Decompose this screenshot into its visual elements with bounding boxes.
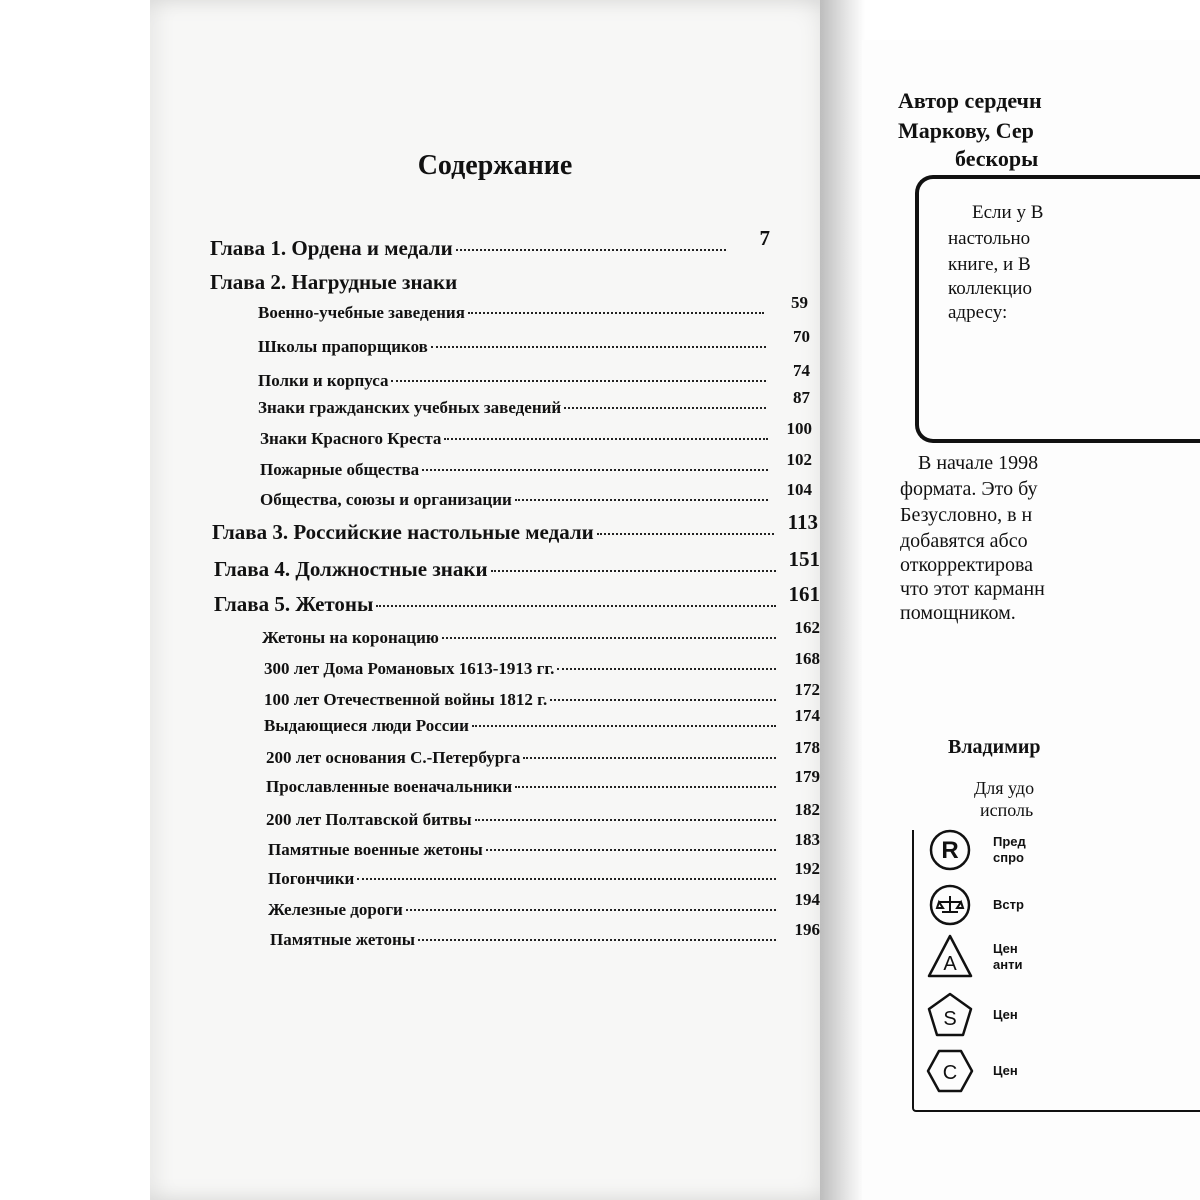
toc-entry-page: 192 xyxy=(794,859,820,878)
toc-leader-dots xyxy=(515,499,768,501)
toc-entry xyxy=(260,419,812,449)
toc-leader-dots xyxy=(486,849,776,851)
toc-entry-label: Прославленные военачальники xyxy=(266,777,513,796)
svg-text:R: R xyxy=(941,837,959,864)
toc-entry-page: 179 xyxy=(794,767,820,786)
toc-entry xyxy=(258,327,810,357)
legend-label-line: анти xyxy=(993,957,1023,972)
toc-entry xyxy=(258,388,810,418)
toc-entry xyxy=(258,293,808,323)
toc-entry-page: 161 xyxy=(788,582,820,606)
toc-leader-dots xyxy=(557,668,776,670)
toc-entry xyxy=(212,510,818,545)
box-text-line: адресу: xyxy=(948,302,1008,323)
box-text-line: коллекцио xyxy=(948,278,1032,299)
registered-circle-icon xyxy=(925,825,975,875)
toc-entry-label: Глава 1. Ордена и медали xyxy=(210,236,453,260)
toc-entry-label: 200 лет Полтавской битвы xyxy=(266,810,472,829)
toc-entry-label: Глава 4. Должностные знаки xyxy=(214,557,488,581)
paragraph-line: добавятся абсо xyxy=(900,530,1028,552)
toc-entry-page: 162 xyxy=(794,618,820,637)
toc-entry-label: Знаки Красного Креста xyxy=(260,429,442,448)
toc-leader-dots xyxy=(391,380,766,382)
toc-leader-dots xyxy=(418,939,776,941)
paragraph-line: откорректирова xyxy=(900,554,1034,576)
toc-entry xyxy=(268,830,820,860)
toc-entry xyxy=(210,226,770,261)
box-text-line: Если у В xyxy=(972,202,1044,223)
legend-item xyxy=(925,932,1022,982)
toc-entry-label: Глава 5. Жетоны xyxy=(214,592,374,616)
toc-leader-dots xyxy=(406,909,776,911)
toc-entry-page: 196 xyxy=(794,920,820,939)
toc-entry-page: 178 xyxy=(794,738,820,757)
toc-entry-page: 70 xyxy=(793,327,810,346)
paragraph-line: В начале 1998 xyxy=(918,452,1039,474)
legend-label-line: Встр xyxy=(993,897,1024,912)
toc-leader-dots xyxy=(376,605,776,607)
toc-entry xyxy=(214,547,820,582)
legend-label-line: Цен xyxy=(993,1007,1018,1022)
toc-leader-dots xyxy=(491,570,776,572)
toc-leader-dots xyxy=(515,786,776,788)
toc-entry xyxy=(210,270,770,295)
toc-entry xyxy=(268,859,820,889)
paragraph-line: формата. Это бу xyxy=(900,478,1038,500)
s-pentagon-icon xyxy=(925,990,975,1040)
legend-intro-line: Для удо xyxy=(974,778,1035,798)
toc-leader-dots xyxy=(357,878,776,880)
author-signature: Владимир xyxy=(948,736,1041,758)
toc-leader-dots xyxy=(422,469,768,471)
toc-entry-label: Памятные военные жетоны xyxy=(268,840,483,859)
toc-entry-page: 183 xyxy=(794,830,820,849)
toc-entry xyxy=(262,618,820,648)
svg-text:C: C xyxy=(942,1062,958,1084)
toc-entry-page: 87 xyxy=(793,388,810,407)
paragraph-line: Безусловно, в н xyxy=(900,504,1033,526)
toc-entry-page: 7 xyxy=(759,226,770,250)
toc-entry-label: Выдающиеся люди России xyxy=(264,716,469,735)
legend-label-line: Пред xyxy=(993,834,1026,849)
toc-entry xyxy=(264,649,820,679)
toc-entry-page: 151 xyxy=(788,547,820,571)
toc-leader-dots xyxy=(472,725,776,727)
toc-entry-label: Памятные жетоны xyxy=(270,930,416,949)
box-text-line: книге, и В xyxy=(948,254,1031,275)
toc-leader-dots xyxy=(564,407,766,409)
legend-item xyxy=(925,990,1018,1040)
toc-entry-label: 300 лет Дома Романовых 1613-1913 гг. xyxy=(264,659,555,678)
toc-entry xyxy=(260,450,812,480)
toc-leader-dots xyxy=(444,438,768,440)
toc-entry-label: Знаки гражданских учебных заведений xyxy=(258,398,562,417)
c-hexagon-icon xyxy=(925,1046,975,1096)
toc-entry-page: 74 xyxy=(793,361,810,380)
legend-item xyxy=(925,880,1024,930)
toc-entry-label: Полки и корпуса xyxy=(258,371,389,390)
scale-circle-icon xyxy=(925,880,975,930)
toc-entry xyxy=(266,738,820,768)
toc-leader-dots xyxy=(597,533,774,535)
toc-entry xyxy=(258,361,810,391)
toc-entry-page: 104 xyxy=(786,480,812,499)
toc-entry-label: Пожарные общества xyxy=(260,460,420,479)
toc-entry xyxy=(266,800,820,830)
toc-entry-page: 100 xyxy=(786,419,812,438)
box-text-line: настольно xyxy=(948,228,1031,249)
toc-entry xyxy=(214,582,820,617)
toc-entry-label: Глава 2. Нагрудные знаки xyxy=(210,270,458,294)
toc-entry-page: 168 xyxy=(794,649,820,668)
toc-entry-label: Военно-учебные заведения xyxy=(258,303,465,322)
toc-entry xyxy=(266,767,820,797)
toc-leader-dots xyxy=(456,249,726,251)
svg-text:A: A xyxy=(943,953,957,975)
dedication-line: Маркову, Сер xyxy=(898,118,1034,143)
toc-entry-page: 59 xyxy=(791,293,808,312)
dedication-line: Автор сердечн xyxy=(898,88,1042,113)
svg-text:S: S xyxy=(943,1008,957,1030)
toc-entry-label: Погончики xyxy=(268,869,355,888)
toc-title: Содержание xyxy=(417,150,573,181)
toc-entry-page: 194 xyxy=(794,890,820,909)
toc-entry-label: Глава 3. Российские настольные медали xyxy=(212,520,594,544)
legend-label-line: Цен xyxy=(993,941,1018,956)
toc-entry xyxy=(270,920,820,950)
paragraph-line: помощником. xyxy=(900,602,1016,624)
toc-entry-label: Школы прапорщиков xyxy=(258,337,428,356)
legend-item xyxy=(925,1046,1018,1096)
toc-entry-page: 172 xyxy=(794,680,820,699)
toc-leader-dots xyxy=(550,699,776,701)
toc-entry-page: 102 xyxy=(786,450,812,469)
toc-entry-label: Общества, союзы и организации xyxy=(260,490,512,509)
legend-item xyxy=(925,825,1026,875)
toc-entry-label: 100 лет Отечественной войны 1812 г. xyxy=(264,690,548,709)
paragraph-line: что этот карманн xyxy=(900,578,1045,600)
dedication-line: бескоры xyxy=(955,146,1039,171)
legend-label-line: Цен xyxy=(993,1063,1018,1078)
toc-entry xyxy=(264,706,820,736)
toc-entry-label: Жетоны на коронацию xyxy=(262,628,439,647)
toc-leader-dots xyxy=(475,819,776,821)
toc-leader-dots xyxy=(431,346,766,348)
legend-intro-line: исполь xyxy=(980,800,1034,820)
toc-entry-page: 113 xyxy=(787,510,818,534)
a-triangle-icon xyxy=(925,932,975,982)
legend-label-line: спро xyxy=(993,850,1024,865)
toc-leader-dots xyxy=(442,637,776,639)
toc-entry-page: 182 xyxy=(794,800,820,819)
toc-entry-page: 174 xyxy=(794,706,820,725)
toc-entry-label: 200 лет основания С.-Петербурга xyxy=(266,748,521,767)
toc-entry xyxy=(260,480,812,510)
toc-leader-dots xyxy=(523,757,776,759)
toc-entry-label: Железные дороги xyxy=(268,900,403,919)
toc-entry xyxy=(264,680,820,710)
toc-leader-dots xyxy=(468,312,764,314)
toc-entry xyxy=(268,890,820,920)
